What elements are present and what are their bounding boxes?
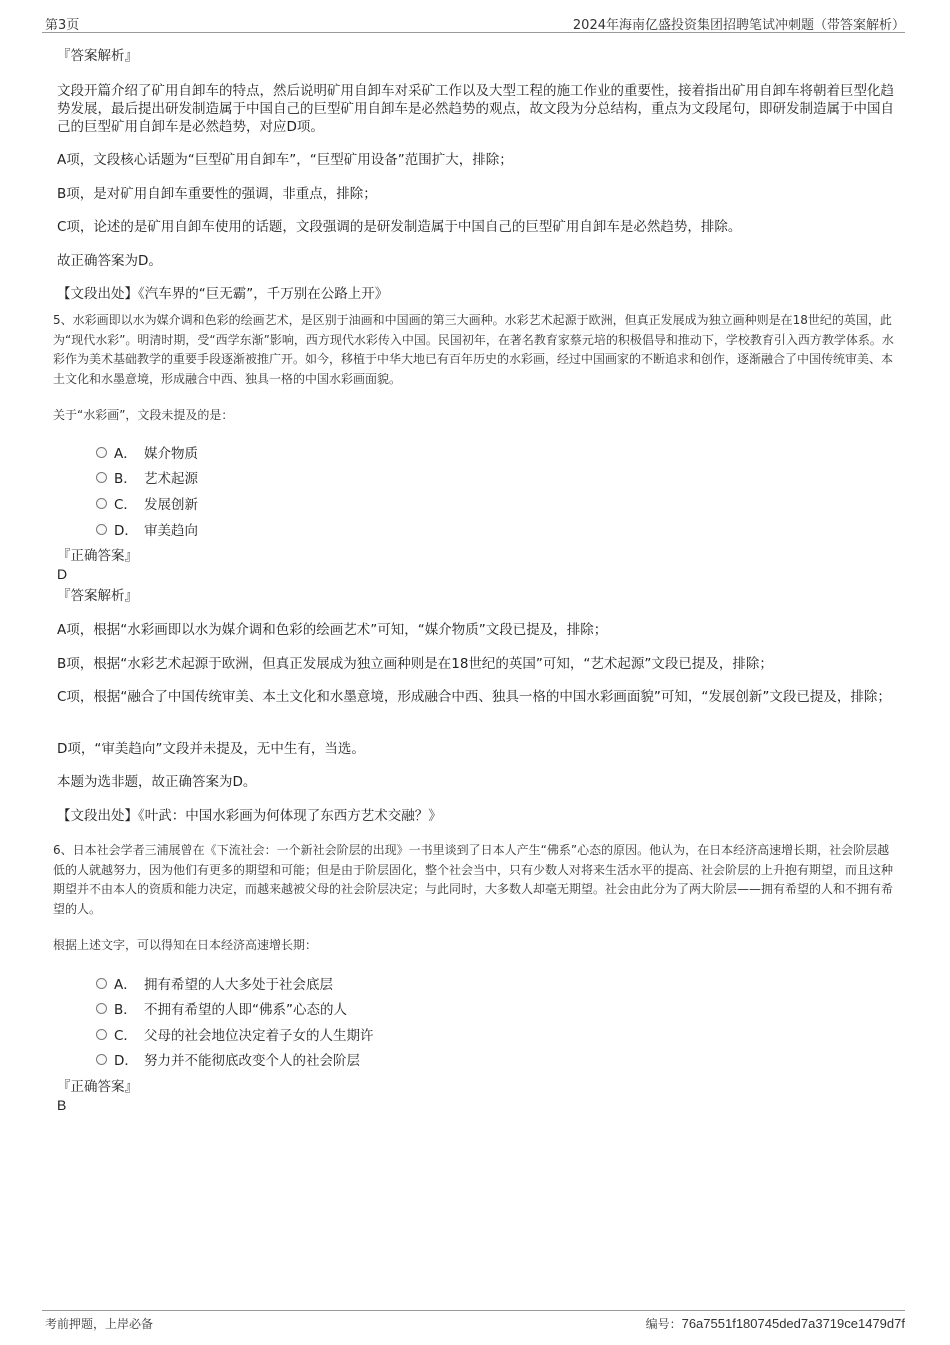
question-5-prompt: 关于“水彩画”，文段未提及的是： [53,408,234,422]
option-letter: A． [114,446,137,462]
option-letter: D． [114,1053,138,1069]
code-value: 76a7551f180745ded7a3719ce1479d7f [681,1316,905,1331]
radio-icon[interactable] [96,524,107,535]
option-text: 审美趋向 [144,523,198,539]
option-letter: C． [114,1028,137,1044]
radio-icon[interactable] [96,1003,107,1014]
radio-icon[interactable] [96,498,107,509]
correct-answer: D [57,566,68,582]
source-title: 《汽车界的“巨无霸”，千万别在公路上开》 [138,286,389,302]
option-letter: B． [114,471,137,487]
question-6-text: 6、日本社会学者三浦展曾在《下流社会：一个新社会阶层的出现》一书里谈到了日本人产生“佛系”心态的原因。他认为，在日本经济高速增长期，社会阶层越低的人就越努力，因为他们有更多的期望和可能；但是由于阶层固化，整个社会当中，只有少数人对将来生活水平的提高、社会阶层的上升抱有期望，而且这种期望并不由本人的资质和能力决定，而越来越被父母的社会阶层决定；与此同时，大多数人却毫无期望。社会由此分为了两大阶层——拥有希望的人和不拥有希望的人。 [53,843,894,916]
correct-answer-label: 『正确答案』 [57,1079,138,1095]
correct-answer-label: 『正确答案』 [57,548,138,564]
option-letter: A． [114,977,137,993]
option-text: 不拥有希望的人即“佛系”心态的人 [144,1002,347,1018]
question-5-text: 5、水彩画即以水为媒介调和色彩的绘画艺术，是区别于油画和中国画的第三大画种。水彩艺术起源于欧洲，但真正发展成为独立画种则是在18世纪的英国，此为“现代水彩”。明清时期，受“西学东渐”影响，西方现代水彩传入中国。民国初年，在著名教育家蔡元培的积极倡导和推动下，学校教育引入西方教学体系。水彩作为美术基础教学的重要手段逐渐被推广开。如今，移植于中华大地已有百年历史的水彩画，经过中国画家的不断追求和创作，逐渐融合了中国传统审美、本土文化和水墨意境，形成融合中西、独具一格的中国水彩画面貌。 [53,313,894,386]
option-text: 媒介物质 [144,446,198,462]
option-text: 父母的社会地位决定着子女的人生期许 [144,1028,374,1044]
analysis-option-d: D项，“审美趋向”文段并未提及，无中生有，当选。 [57,741,365,757]
radio-icon[interactable] [96,978,107,989]
analysis-option-c: C项，根据“融合了中国传统审美、本土文化和水墨意境，形成融合中西、独具一格的中国水彩画面貌”可知，“发展创新”文段已提及，排除； [57,689,891,705]
analysis-intro: 文段开篇介绍了矿用自卸车的特点，然后说明矿用自卸车对采矿工作以及大型工程的施工作业的重要性，接着指出矿用自卸车将朝着巨型化趋势发展，最后提出研发制造属于中国自己的巨型矿用自卸车是必然趋势的观点，故文段为分总结构，重点为文段尾句，即研发制造属于中国自己的巨型矿用自卸车是必然趋势，对应D项。 [57,83,894,135]
analysis-option-b: B项，根据“水彩艺术起源于欧洲，但真正发展成为独立画种则是在18世纪的英国”可知，“艺术起源”文段已提及，排除； [57,656,773,672]
correct-answer: B [57,1097,67,1113]
page-footer [42,1310,905,1333]
analysis-conclusion: 本题为选非题，故正确答案为D。 [57,774,257,790]
option-text: 发展创新 [144,497,198,513]
source-label: 【文段出处】 [57,808,138,824]
option-letter: B． [114,1002,137,1018]
footer-slogan: 考前押题，上岸必备 [45,1317,154,1331]
option-letter: C． [114,497,137,513]
analysis-option-a: A项，根据“水彩画即以水为媒介调和色彩的绘画艺术”可知，“媒介物质”文段已提及，排除； [57,622,608,638]
analysis-conclusion: 故正确答案为D。 [57,253,162,269]
document-title: 2024年海南亿盛投资集团招聘笔试冲刺题（带答案解析） [572,18,905,33]
document-code [646,1315,905,1332]
radio-icon[interactable] [96,472,107,483]
page-header [42,12,905,33]
option-text: 拥有希望的人大多处于社会底层 [144,977,333,993]
analysis-option-c: C项，论述的是矿用自卸车使用的话题，文段强调的是研发制造属于中国自己的巨型矿用自卸车是必然趋势，排除。 [57,219,742,235]
source-label: 【文段出处】 [57,286,138,302]
analysis-option-b: B项，是对矿用自卸车重要性的强调，非重点，排除； [57,186,377,202]
option-text: 努力并不能彻底改变个人的社会阶层 [144,1053,360,1069]
radio-icon[interactable] [96,1054,107,1065]
source-title: 《叶武：中国水彩画为何体现了东西方艺术交融？》 [138,808,442,824]
source-line [57,284,388,304]
page-number: 第3页 [45,18,80,33]
radio-icon[interactable] [96,447,107,458]
analysis-label: 『答案解析』 [57,588,138,604]
question-6-prompt: 根据上述文字，可以得知在日本经济高速增长期： [53,938,318,952]
analysis-label: 『答案解析』 [57,48,138,64]
analysis-option-a: A项，文段核心话题为“巨型矿用自卸车”，“巨型矿用设备”范围扩大，排除； [57,152,513,168]
source-line [57,806,442,826]
radio-icon[interactable] [96,1029,107,1040]
option-text: 艺术起源 [144,471,198,487]
code-label: 编号： [645,1317,682,1331]
option-letter: D． [114,523,138,539]
